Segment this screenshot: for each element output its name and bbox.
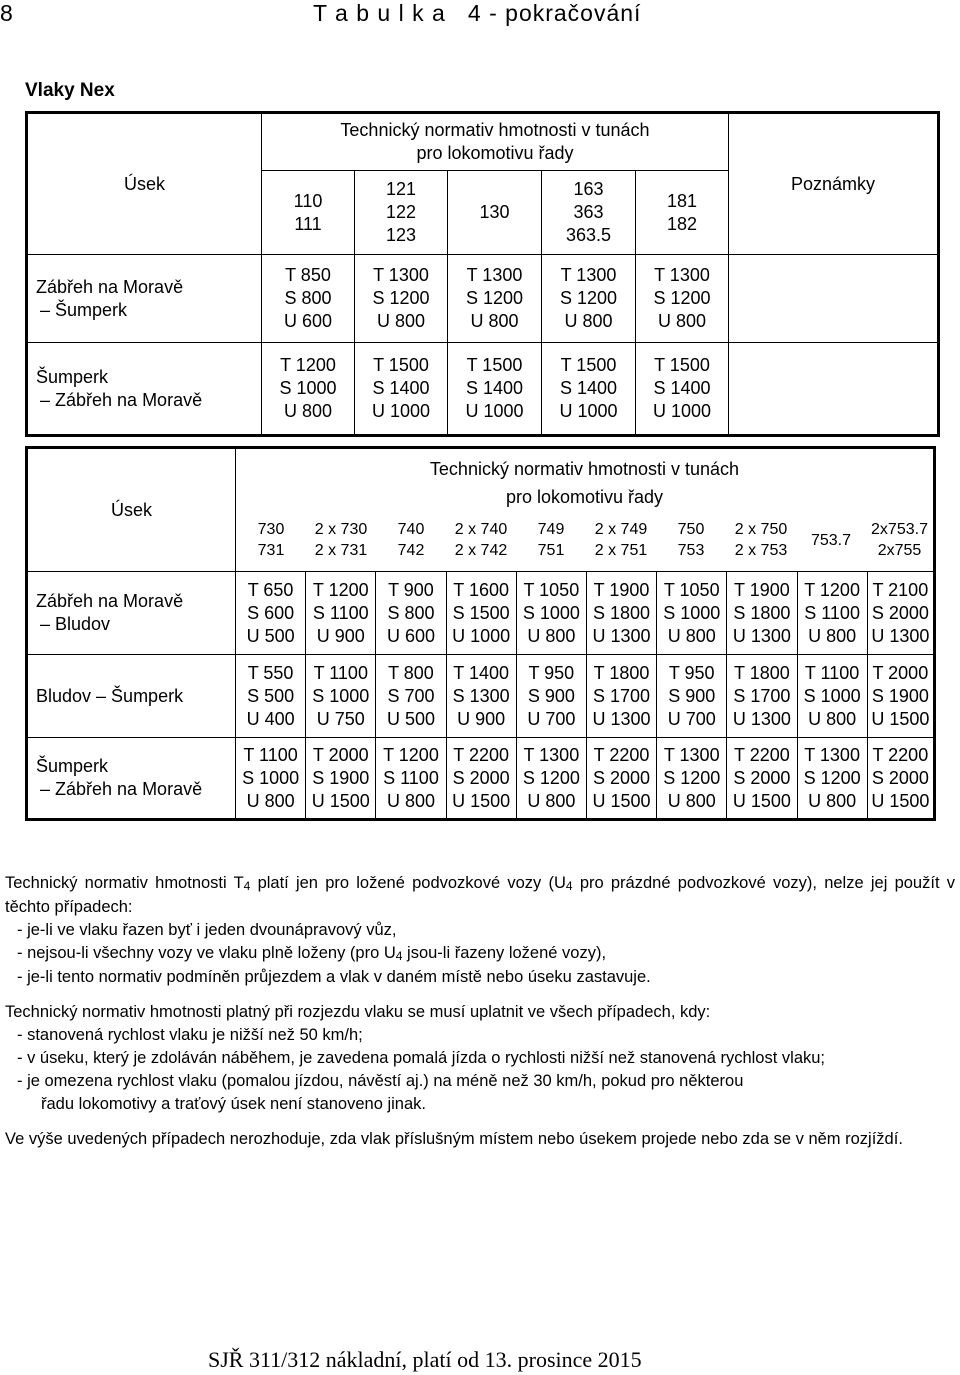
weight-cell: T 1800 S 1700 U 1300 bbox=[727, 655, 797, 738]
footer: SJŘ 311/312 nákladní, platí od 13. prosince 2015 bbox=[208, 1347, 642, 1372]
loco-series bbox=[355, 171, 448, 255]
weight-cell: T 1300 S 1200 U 800 bbox=[657, 738, 727, 820]
series-value: 182 bbox=[666, 213, 698, 234]
header-usek: Úsek bbox=[27, 113, 262, 255]
loco-series: 730 731 bbox=[257, 521, 285, 559]
weight-cell: T 550 S 500 U 400 bbox=[236, 655, 306, 738]
weight-cell: T 1050 S 1000 U 800 bbox=[516, 572, 586, 655]
loco-series: 2x753.7 2x755 bbox=[871, 521, 928, 559]
weight-cell: T 1300 S 1200 U 800 bbox=[797, 738, 867, 820]
series-value: 163 bbox=[573, 179, 604, 199]
weight-cell: T 650 S 600 U 500 bbox=[236, 572, 306, 655]
notes-cell bbox=[729, 343, 939, 436]
weight-cell: T 1400 S 1300 U 900 bbox=[446, 655, 516, 738]
weight-cell: T 1300 S 1200 U 800 bbox=[542, 255, 636, 343]
loco-series bbox=[262, 171, 355, 255]
weight-cell: T 2200 S 2000 U 1500 bbox=[727, 738, 797, 820]
weight-cell: T 1200 S 1100 U 800 bbox=[376, 738, 446, 820]
weight-cell: T 1500 S 1400 U 1000 bbox=[636, 343, 729, 436]
paragraph-1: Technický normativ hmotnosti $T_4$ platí jen pro ložené podvozkové vozy ($U_4$ pro prázdné podvozkové vozy), nelze jej použít v těchto případech: - je-li ve vlaku řazen byť i jeden dvounápravový vůz, - nejsou-li všechny vozy ve vlaku plně loženy (pro $U_4$ jsou-li řazeny ložené vozy), - je-li tento normativ podmíněn průjezdem a vlak v daném místě nebo úseku zastavuje. bbox=[5, 874, 955, 986]
weight-norm-table-2 bbox=[25, 446, 936, 821]
header-group: Technický normativ hmotnosti v tunách pro lokomotivu řady 730 731 2 x 730 2 x 731 740 742 2 x 740 2 x 742 749 751 2 x 749 2 x 751 750 753 2 x 750 2 x 753 753.7 2x753.7 2x755 bbox=[236, 448, 935, 572]
loco-series: 749 751 bbox=[537, 521, 565, 559]
weight-cell: T 2200 S 2000 U 1500 bbox=[586, 738, 656, 820]
loco-series: 2 x 749 2 x 751 bbox=[594, 521, 648, 559]
loco-series: 2 x 750 2 x 753 bbox=[734, 521, 788, 559]
paragraph-2: Technický normativ hmotnosti platný při rozjezdu vlaku se musí uplatnit ve všech případech, kdy: - stanovená rychlost vlaku je nižší než 50 km/h; - v úseku, který je zdoláván náběhem, je zavedena pomalá jízda o rychlosti nižší než stanovená rychlost vlaku; - je omezena rychlost vlaku (pomalou jízdou, návěstí aj.) na méně než 30 km/h, pokud pro některou řadu lokomotivy a traťový úsek není stanoveno jinak. bbox=[5, 1003, 826, 1113]
page-number: 8 bbox=[0, 0, 13, 26]
weight-cell: T 1300 S 1200 U 800 bbox=[636, 255, 729, 343]
loco-series bbox=[542, 171, 636, 255]
weight-cell: T 1800 S 1700 U 1300 bbox=[586, 655, 656, 738]
series-value: 181 bbox=[666, 190, 698, 211]
section-label: Šumperk – Zábřeh na Moravě bbox=[27, 738, 236, 820]
header-notes: Poznámky bbox=[729, 113, 939, 255]
header-group: Technický normativ hmotnosti v tunách pro lokomotivu řady bbox=[262, 113, 729, 171]
weight-cell: T 1100 S 1000 U 800 bbox=[236, 738, 306, 820]
series-value: 130 bbox=[479, 202, 510, 222]
weight-cell: T 1500 S 1400 U 1000 bbox=[542, 343, 636, 436]
weight-cell: T 1300 S 1200 U 800 bbox=[448, 255, 542, 343]
loco-series bbox=[448, 171, 542, 255]
loco-series: 753.7 bbox=[810, 531, 852, 549]
weight-cell: T 1300 S 1200 U 800 bbox=[355, 255, 448, 343]
weight-cell: T 950 S 900 U 700 bbox=[657, 655, 727, 738]
section-label: Bludov – Šumperk bbox=[27, 655, 236, 738]
notes-text bbox=[5, 872, 955, 1163]
weight-norm-table-1 bbox=[25, 111, 940, 437]
loco-series: 750 753 bbox=[677, 521, 705, 559]
weight-cell: T 2000 S 1900 U 1500 bbox=[306, 738, 376, 820]
weight-cell: T 1200 S 1000 U 800 bbox=[262, 343, 355, 436]
series-value: 111 bbox=[294, 213, 322, 234]
section-label: Šumperk – Zábřeh na Moravě bbox=[27, 343, 262, 436]
weight-cell: T 2100 S 2000 U 1300 bbox=[867, 572, 934, 655]
series-value: 123 bbox=[385, 225, 417, 245]
weight-cell: T 850 S 800 U 600 bbox=[262, 255, 355, 343]
header-usek: Úsek bbox=[27, 448, 236, 572]
weight-cell: T 1500 S 1400 U 1000 bbox=[355, 343, 448, 436]
weight-cell: T 1900 S 1800 U 1300 bbox=[586, 572, 656, 655]
series-value: 121 bbox=[385, 179, 417, 199]
weight-cell: T 950 S 900 U 700 bbox=[516, 655, 586, 738]
loco-series: 740 742 bbox=[397, 521, 425, 559]
loco-series: 2 x 740 2 x 742 bbox=[454, 521, 508, 559]
weight-cell: T 2200 S 2000 U 1500 bbox=[867, 738, 934, 820]
weight-cell: T 1050 S 1000 U 800 bbox=[657, 572, 727, 655]
weight-cell: T 1500 S 1400 U 1000 bbox=[448, 343, 542, 436]
weight-cell: T 1300 S 1200 U 800 bbox=[516, 738, 586, 820]
weight-cell: T 900 S 800 U 600 bbox=[376, 572, 446, 655]
weight-cell: T 1200 S 1100 U 900 bbox=[306, 572, 376, 655]
series-value: 110 bbox=[293, 190, 323, 211]
weight-cell: T 1200 S 1100 U 800 bbox=[797, 572, 867, 655]
weight-cell: T 1100 S 1000 U 750 bbox=[306, 655, 376, 738]
series-value: 363.5 bbox=[565, 225, 612, 245]
weight-cell: T 1600 S 1500 U 1000 bbox=[446, 572, 516, 655]
series-value: 363 bbox=[573, 202, 604, 222]
weight-cell: T 1900 S 1800 U 1300 bbox=[727, 572, 797, 655]
loco-series bbox=[636, 171, 729, 255]
paragraph-3: Ve výše uvedených případech nerozhoduje, zda vlak příslušným místem nebo úsekem projede nebo zda se v něm rozjíždí. bbox=[5, 1130, 903, 1148]
section-title: Vlaky Nex bbox=[25, 80, 115, 101]
page-title: T a b u l k a 4 - pokračování bbox=[313, 0, 642, 26]
weight-cell: T 2200 S 2000 U 1500 bbox=[446, 738, 516, 820]
series-value: 122 bbox=[385, 202, 417, 222]
section-label: Zábřeh na Moravě – Bludov bbox=[27, 572, 236, 655]
section-label: Zábřeh na Moravě – Šumperk bbox=[27, 255, 262, 343]
notes-cell bbox=[729, 255, 939, 343]
weight-cell: T 800 S 700 U 500 bbox=[376, 655, 446, 738]
weight-cell: T 2000 S 1900 U 1500 bbox=[867, 655, 934, 738]
loco-series: 2 x 730 2 x 731 bbox=[314, 521, 368, 559]
weight-cell: T 1100 S 1000 U 800 bbox=[797, 655, 867, 738]
